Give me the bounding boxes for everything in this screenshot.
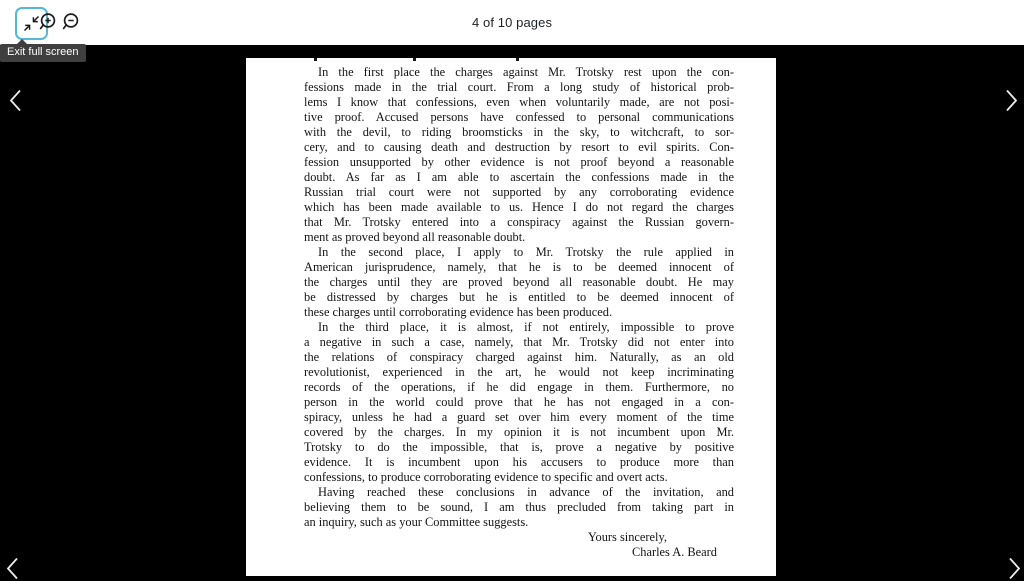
document-line: a negative in such a case, namely, that Mr. Trotsky did not enter into	[304, 335, 734, 349]
document-line: believing them to be sound, I am thus precluded from taking part in	[304, 500, 734, 514]
previous-page-button-lower[interactable]	[2, 555, 22, 581]
document-page	[246, 58, 776, 576]
toolbar	[0, 0, 1024, 45]
document-line: the charges until they are proved beyond all reasonable doubt. He may	[304, 275, 734, 289]
document-line: tive proof. Accused persons have confessed to personal communications	[304, 110, 734, 124]
document-line: that Mr. Trotsky entered into a conspiracy against the Russian govern-	[304, 215, 734, 229]
tooltip-label: Exit full screen	[7, 46, 79, 58]
exit-fullscreen-tooltip	[0, 44, 86, 62]
closing-salutation: Yours sincerely,	[587, 530, 667, 544]
document-text	[304, 65, 734, 530]
chevron-left-icon	[5, 556, 20, 581]
closing-signature: Charles A. Beard	[632, 545, 717, 559]
chevron-right-icon	[1004, 88, 1019, 113]
document-line: In the first place the charges against Mr. Trotsky rest upon the con-	[318, 65, 734, 79]
next-page-button[interactable]	[1001, 87, 1021, 113]
document-line: evidence. It is incumbent upon his accusers to produce more than	[304, 455, 734, 469]
document-line: ment as proved beyond all reasonable doubt.	[304, 230, 526, 244]
document-text-wrap	[246, 65, 776, 560]
document-line: covered by the charges. In my opinion it is not incumbent upon Mr.	[304, 425, 734, 439]
document-line: the relations of conspiracy charged against him. Naturally, as an old	[304, 350, 734, 364]
document-line: cery, and to causing death and destruction by resort to evil spirits. Con-	[304, 140, 734, 154]
document-line: In the third place, it is almost, if not entirely, impossible to prove	[318, 320, 734, 334]
document-line: Trotsky to do the impossible, that is, prove a negative by positive	[304, 440, 734, 454]
previous-page-button[interactable]	[5, 87, 25, 113]
document-line: fession unsupported by other evidence is not proof beyond a reasonable	[304, 155, 734, 169]
document-line: with the devil, to riding broomsticks in the sky, to witchcraft, to sor-	[304, 125, 734, 139]
document-line: spiracy, unless he had a guard set over him every moment of the time	[304, 410, 734, 424]
page-top-crop-mark	[314, 58, 317, 61]
viewer-canvas	[0, 45, 1024, 576]
document-line: be distressed by charges but he is entitled to be deemed innocent of	[304, 290, 734, 304]
page-indicator: 4 of 10 pages	[471, 15, 553, 30]
next-page-button-lower[interactable]	[1004, 555, 1024, 581]
document-line: In the second place, I apply to Mr. Trotsky the rule applied in	[318, 245, 734, 259]
document-line: confessions, to produce corroborating evidence to specific and overt acts.	[304, 470, 668, 484]
document-line: doubt. As far as I am able to ascertain the confessions made in the	[304, 170, 734, 184]
document-line: these charges until corroborating evidence has been produced.	[304, 305, 613, 319]
document-line: American jurisprudence, namely, that he is to be deemed innocent of	[304, 260, 734, 274]
page-top-crop-mark	[516, 58, 519, 61]
tooltip-caret-icon	[17, 39, 27, 44]
chevron-right-icon	[1007, 556, 1022, 581]
document-line: person in the world could prove that he has not engaged in a con-	[304, 395, 734, 409]
document-line: lems I know that confessions, even when voluntarily made, are not posi-	[304, 95, 734, 109]
document-line: which has been made available to us. Hence I do not regard the charges	[304, 200, 734, 214]
chevron-left-icon	[8, 88, 23, 113]
document-line: an inquiry, such as your Committee suggests.	[304, 515, 529, 529]
document-line: records of the operations, if he did engage in them. Furthermore, no	[304, 380, 734, 394]
document-line: Having reached these conclusions in advance of the invitation, and	[318, 485, 734, 499]
document-line: Russian trial court were not supported by any corroborating evidence	[304, 185, 734, 199]
document-line: fessions made in the trial court. From a long study of historical prob-	[304, 80, 734, 94]
document-line: revolutionist, experienced in the art, he would not keep incriminating	[304, 365, 734, 379]
page-top-crop-mark	[413, 58, 416, 61]
